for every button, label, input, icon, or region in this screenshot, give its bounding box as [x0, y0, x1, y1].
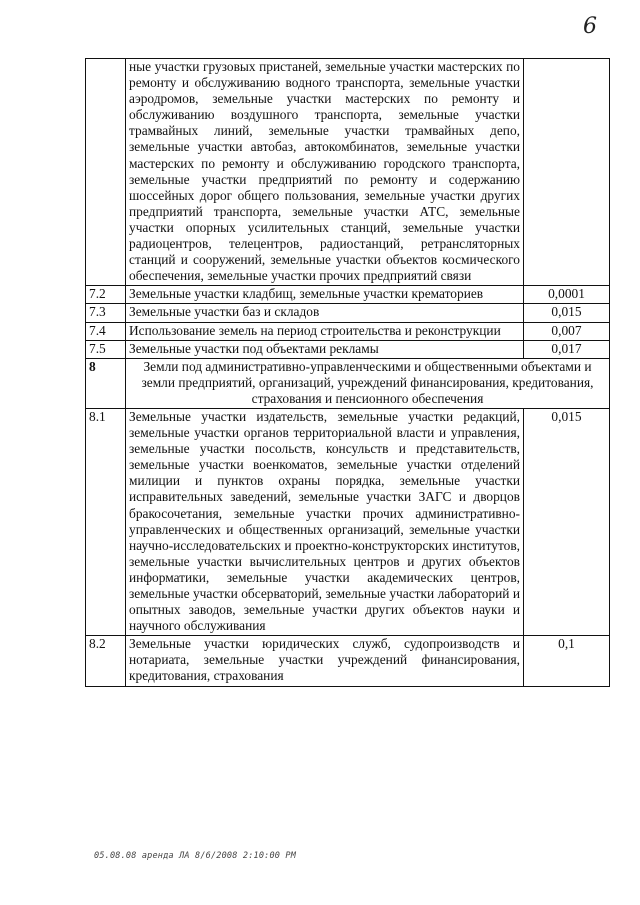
document-footer: 05.08.08 аренда ЛА 8/6/2008 2:10:00 PM	[94, 851, 297, 861]
table-row-7-2	[86, 286, 610, 304]
row-description: Земельные участки юридических служб, судопроизводств и нотариата, земельные участки учреждений финансирования, кредитования, страхования	[126, 636, 524, 686]
page-number: 6	[583, 14, 597, 39]
table-row-8-1	[86, 408, 610, 635]
row-value: 0,1	[524, 636, 610, 686]
table-row-7-3	[86, 304, 610, 322]
row-number: 8.2	[86, 636, 126, 686]
land-rate-table	[85, 58, 610, 687]
section-heading: Земли под административно-управленческими и общественными объектами и земли предприятий, организаций, учреждений финансирования, кредитования, страхования и пенсионного обеспечения	[126, 358, 610, 408]
row-description: Земельные участки издательств, земельные участки редакций, земельные участки органов территориальной власти и управления, земельные участки посольств, консульств и представительств, земельные участки военкоматов, земельные участки отделений милиции и пунктов охраны порядка, земельные участки исправительных заведений, земельные участки ЗАГС и дворцов бракосочетания, земельные участки прочих административно-управленческих и общественных организаций, земельные участки научно-исследовательских и проектно-конструкторских институтов, земельные участки вычислительных центров и других объектов информатики, земельные участки академических центров, земельные участки обсерваторий, земельные участки лабораторий и опытных заводов, земельные участки других объектов науки и научного обслуживания	[126, 408, 524, 635]
row-description: Земельные участки баз и складов	[126, 304, 524, 322]
row-number	[86, 59, 126, 286]
row-number: 8.1	[86, 408, 126, 635]
row-description: Земельные участки кладбищ, земельные участки крематориев	[126, 286, 524, 304]
row-description: Использование земель на период строительства и реконструкции	[126, 322, 524, 340]
row-value: 0,017	[524, 340, 610, 358]
table-row-section-8	[86, 358, 610, 408]
row-value: 0,0001	[524, 286, 610, 304]
row-number: 7.5	[86, 340, 126, 358]
row-description: Земельные участки под объектами рекламы	[126, 340, 524, 358]
table-row-7-4	[86, 322, 610, 340]
row-value: 0,007	[524, 322, 610, 340]
table-row-8-2	[86, 636, 610, 686]
row-value: 0,015	[524, 408, 610, 635]
table-row-7-5	[86, 340, 610, 358]
row-number: 7.4	[86, 322, 126, 340]
row-number: 7.3	[86, 304, 126, 322]
table-row-7-1-continuation	[86, 59, 610, 286]
row-value: 0,015	[524, 304, 610, 322]
row-description: ные участки грузовых пристаней, земельные участки мастерских по ремонту и обслуживанию водного транспорта, земельные участки аэродромов, земельные участки мастерских по ремонту и обслуживанию воздушного транспорта, земельные участки трамвайных линий, земельные участки трамвайных депо, земельные участки автобаз, автокомбинатов, земельные участки мастерских по ремонту и обслуживанию городского транспорта, земельные участки предприятий по ремонту и содержанию шоссейных дорог общего пользования, земельные участки других предприятий транспорта, земельные участки АТС, земельные участки опорных усилительных станций, земельные участки радиоцентров, телецентров, радиостанций, ретрансляторных станций и сооружений, земельные участки объектов космического обеспечения, земельные участки прочих предприятий связи	[126, 59, 524, 286]
row-number: 7.2	[86, 286, 126, 304]
section-number: 8	[86, 358, 126, 408]
row-value	[524, 59, 610, 286]
